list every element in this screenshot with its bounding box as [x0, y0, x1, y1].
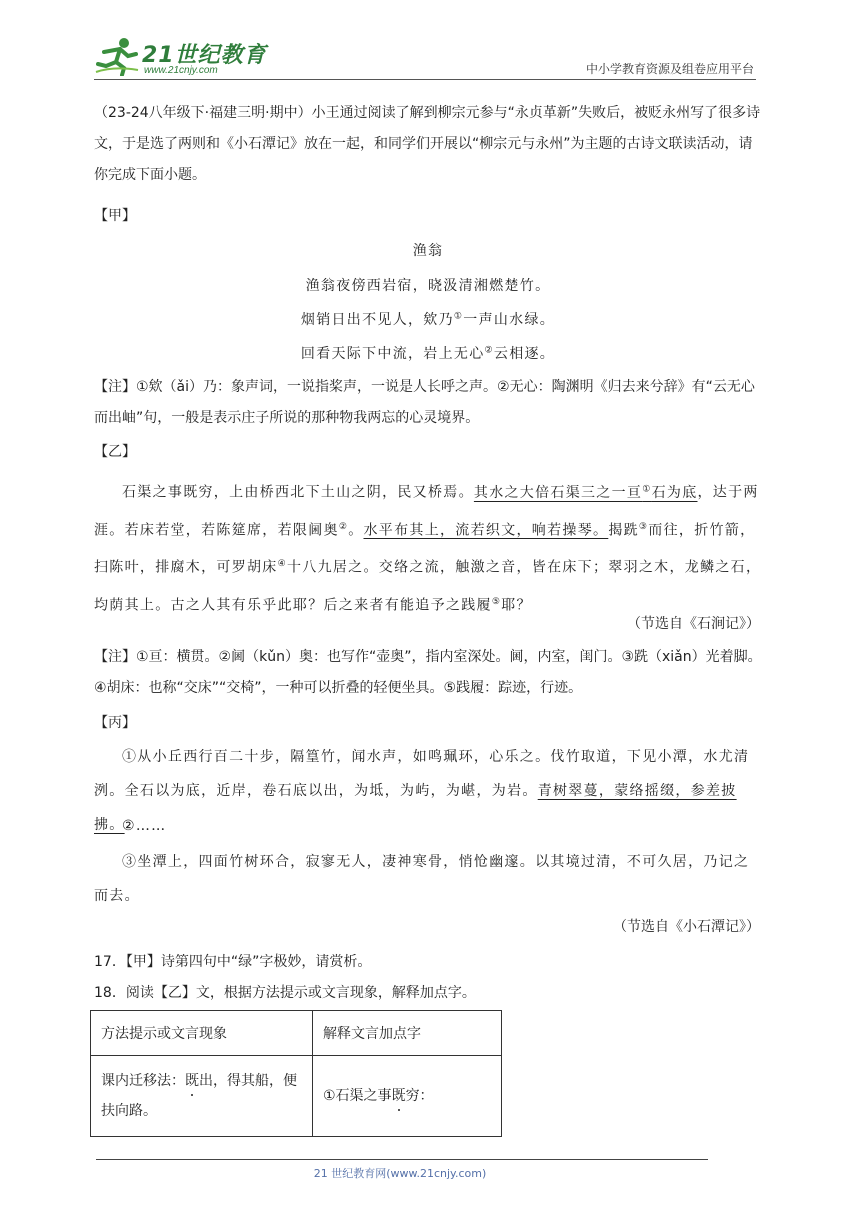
logo-url-text: www.21cnjy.com	[144, 65, 218, 76]
table-header-row	[91, 1011, 502, 1056]
table-cell-answer[interactable]	[313, 1056, 502, 1137]
yi-underline-1-a: 其水之大倍石渠三之一亘	[473, 484, 643, 501]
yi-passage	[94, 472, 762, 623]
poem-line-1: 渔翁夜傍西岩宿，晓汲清湘燃楚竹。	[305, 278, 551, 294]
answer-text-b: 穷：	[405, 1088, 434, 1104]
jia-notes: 【注】①欸（ǎi）乃：象声词，一说指桨声，一说是人长呼之声。②无心：陶渊明《归去来兮辞》有“云无心而出岫”句，一般是表示庄子所说的那种物我两忘的心灵境界。	[94, 379, 755, 426]
table-header-explain: 解释文言加点字	[313, 1011, 502, 1056]
section-bing-label: 【丙】	[94, 715, 136, 731]
question-17: 17．【甲】诗第四句中“绿”字极妙，请赏析。	[94, 954, 372, 970]
yi-notes: 【注】①亘：横贯。②阃（kǔn）奥：也写作“壶奥”，指内室深处。阃，内室，闺门。③跣（xiǎn）光着脚。④胡床：也称“交床”“交椅”，一种可以折叠的轻便坐具。⑤践履：踪迹，行迹。	[94, 649, 762, 696]
question-18: 18．阅读【乙】文，根据方法提示或文言现象，解释加点字。	[94, 985, 476, 1001]
answer-text-a: ①石渠之事	[323, 1088, 392, 1104]
footer-divider	[96, 1159, 708, 1160]
table-row	[91, 1056, 502, 1137]
yi-mark-3: ③	[638, 521, 649, 532]
yi-underline-2: 水平布其上，流若织文，响若操琴。	[363, 522, 609, 539]
bing-paragraph-3: ③坐潭上，四面竹树环合，寂寥无人，凄神寒骨，悄怆幽邃。以其境过清，不可久居，乃记之而去。	[94, 854, 750, 904]
yi-underline-1	[474, 485, 698, 501]
yi-text-5: 而往，折竹箭，扫陈叶，排腐木，可罗胡床	[94, 522, 756, 576]
yi-text-3: 。	[348, 522, 364, 539]
bing-source: （节选自《小石潭记》）	[613, 919, 760, 935]
yi-mark-2: ②	[338, 521, 349, 532]
intro-paragraph: （23-24八年级下·福建三明·期中）小王通过阅读了解到柳宗元参与“永贞革新”失败后，被贬永州写了很多诗文，于是选了两则和《小石潭记》放在一起，和同学们开展以“柳宗元与永州”为主题的古诗文联读活动，请你完成下面小题。	[94, 105, 761, 183]
site-logo[interactable]	[94, 34, 274, 78]
yi-text-4: 揭跣	[608, 522, 639, 539]
yi-underline-1-b: 石为底	[651, 484, 698, 501]
dotted-char: 既	[185, 1073, 199, 1089]
yi-mark-4: ④	[277, 559, 287, 570]
poem-line-2-a: 烟销日出不见人，欸乃	[300, 312, 454, 328]
yi-mark-5: ⑤	[491, 596, 502, 607]
bing-underline-1: 青树翠蔓，蒙络摇缀，参差披拂。	[94, 783, 737, 833]
section-yi-label: 【乙】	[94, 444, 136, 460]
poem-title: 渔翁	[412, 243, 444, 259]
note-mark-2: ②	[484, 345, 494, 356]
section-jia-label: 【甲】	[94, 208, 136, 224]
poem-line-3-b: 云相逐。	[493, 346, 556, 362]
poem-line-2	[94, 309, 762, 329]
yi-text-7: 耶？	[501, 597, 532, 614]
runner-logo-icon	[94, 36, 140, 76]
dotted-char: 既	[391, 1088, 406, 1104]
table-header-method: 方法提示或文言现象	[91, 1011, 313, 1056]
note-mark-1: ①	[453, 311, 464, 322]
poem-line-2-b: 一声山水绿。	[463, 312, 556, 328]
yi-text-2: ，达于两涯。若床若堂，若陈筵席，若限阃奥	[94, 484, 759, 539]
bing-paragraph-2: ②……	[122, 818, 167, 834]
header-divider	[94, 79, 756, 80]
poem-line-3-a: 回看天际下中流，岩上无心	[300, 346, 485, 362]
yi-text-1: 石渠之事既穷，上由桥西北下土山之阴，民又桥焉。	[122, 484, 474, 501]
yi-text-6: 十八九居之。交络之流，触激之音，皆在床下；翠羽之木，龙鳞之石，均荫其上。古之人其有乐乎此耶？后之来者有能追予之践履	[94, 559, 762, 614]
poem-line-3	[94, 343, 762, 363]
method-text-b: 出，得其船，便扶向路。	[101, 1073, 297, 1119]
platform-name: 中小学教育资源及组卷应用平台	[585, 62, 754, 76]
table-cell-method	[91, 1056, 313, 1137]
answer-table	[90, 1010, 502, 1137]
yi-mark-1: ①	[642, 484, 652, 494]
bing-text-1: ①从小丘西行百二十步，隔篁竹，闻水声，如鸣珮环，心乐之。伐竹取道，下见小潭，水尤清洌。全石以为底，近岸，卷石底以出，为坻，为屿，为嵁，为岩。	[94, 749, 750, 799]
page-header	[94, 34, 754, 78]
logo-brand-text: 21世纪教育	[142, 43, 267, 68]
method-text-a: 课内迁移法：	[101, 1073, 185, 1089]
page-footer[interactable]: 21 世纪教育网(www.21cnjy.com)	[313, 1167, 487, 1180]
yi-source: （节选自《石涧记》）	[627, 616, 760, 632]
